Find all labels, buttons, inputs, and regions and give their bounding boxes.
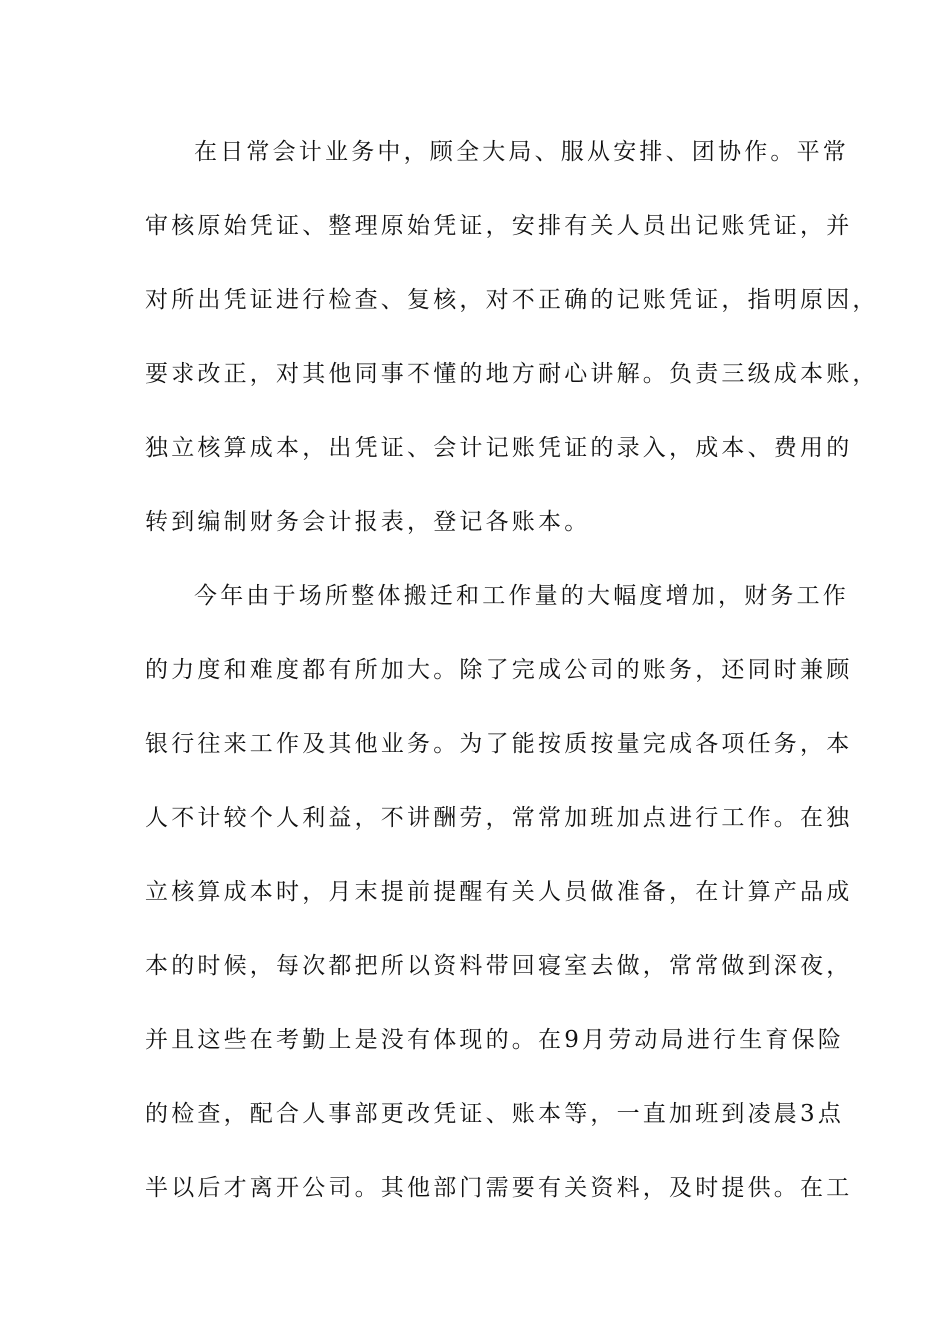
paragraph-2-line-7: 并且这些在考勤上是没有体现的。在9月劳动局进行生育保险 [145,1027,845,1053]
paragraph-2-line-5: 立核算成本时，月末提前提醒有关人员做准备，在计算产品成 [145,879,853,905]
paragraph-1-line-3: 对所出凭证进行检查、复核，对不正确的记账凭证，指明原因， [145,287,879,313]
paragraph-2-line-8: 的检查，配合人事部更改凭证、账本等，一直加班到凌晨3点 [145,1101,845,1127]
paragraph-1-line-6: 转到编制财务会计报表，登记各账本。 [145,509,591,535]
paragraph-2-line-2: 的力度和难度都有所加大。除了完成公司的账务，还同时兼顾 [145,657,853,683]
paragraph-1-line-2: 审核原始凭证、整理原始凭证，安排有关人员出记账凭证，并 [145,213,853,239]
paragraph-2-line-9: 半以后才离开公司。其他部门需要有关资料，及时提供。在工 [145,1175,853,1201]
paragraph-2-line-3: 银行往来工作及其他业务。为了能按质按量完成各项任务，本 [145,731,853,757]
paragraph-2-line-6: 本的时候，每次都把所以资料带回寝室去做，常常做到深夜， [145,953,853,979]
paragraph-1-line-4: 要求改正，对其他同事不懂的地方耐心讲解。负责三级成本账， [145,361,879,387]
paragraph-1-line-1: 在日常会计业务中，顾全大局、服从安排、团协作。平常 [194,139,849,165]
paragraph-2-line-1: 今年由于场所整体搬迁和工作量的大幅度增加，财务工作 [194,583,849,609]
paragraph-2-line-4: 人不计较个人利益，不讲酬劳，常常加班加点进行工作。在独 [145,805,853,831]
paragraph-1-line-5: 独立核算成本，出凭证、会计记账凭证的录入，成本、费用的 [145,435,853,461]
